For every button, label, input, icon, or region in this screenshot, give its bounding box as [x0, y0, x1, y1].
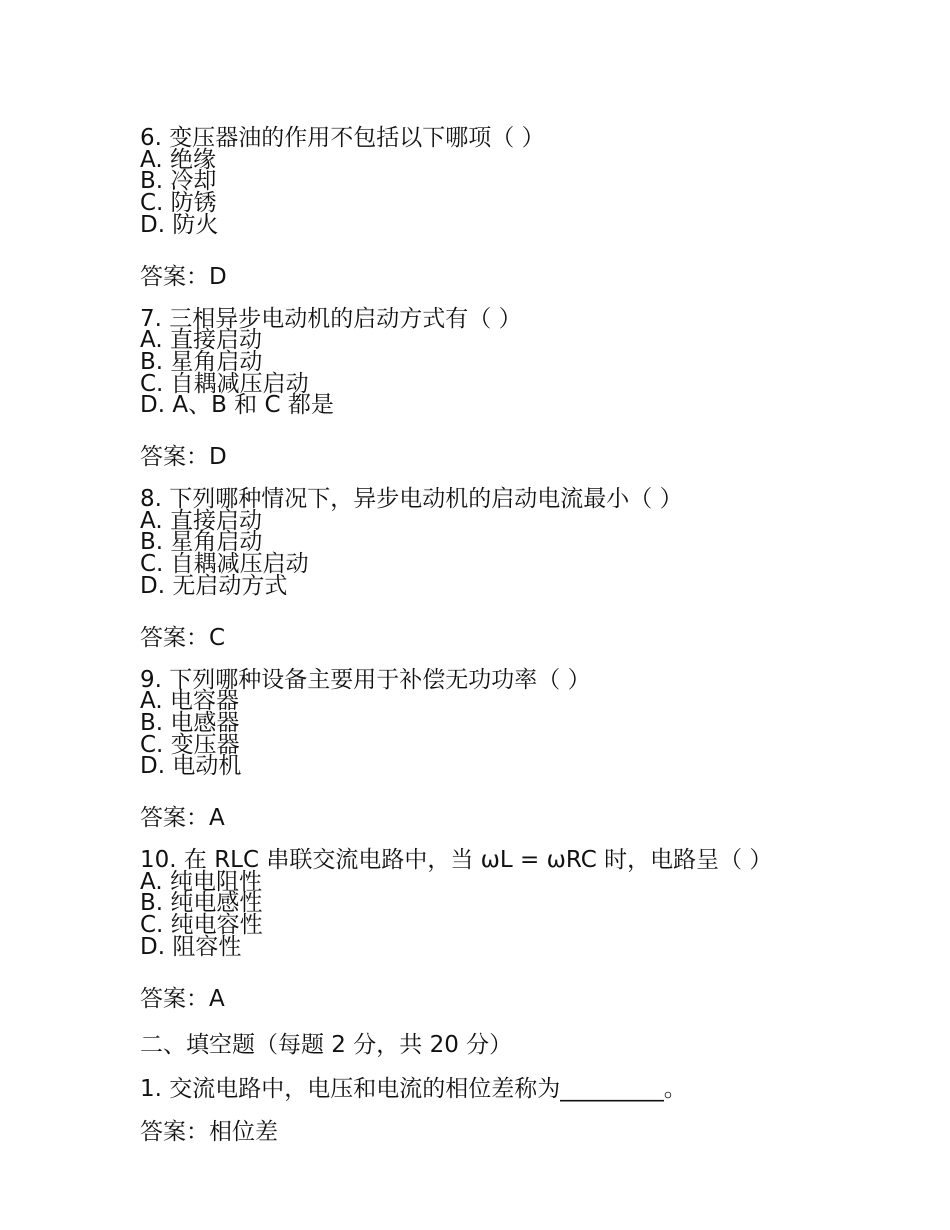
answer-text: 答案：D: [140, 263, 227, 290]
question-text: 10. 在 RLC 串联交流电路中，当 ωL = ωRC 时，电路呈（ ）: [140, 847, 773, 874]
page-content: [140, 125, 840, 1146]
option-d: D. 阻容性: [140, 933, 242, 960]
answer-text: 答案：D: [140, 444, 227, 471]
fill-question-block-1: [140, 1075, 840, 1146]
option-d: D. A、B 和 C 都是: [140, 392, 334, 419]
option-d: D. 无启动方式: [140, 572, 288, 599]
option-c: C. 防锈: [140, 190, 217, 217]
option-a: A. 直接启动: [140, 327, 262, 354]
answer-text: 答案：A: [140, 805, 225, 832]
fill-answer-text: 答案：相位差: [140, 1118, 278, 1145]
answer-text: 答案：C: [140, 624, 226, 651]
option-a: A. 纯电阻性: [140, 868, 262, 895]
answer-text: 答案：A: [140, 985, 225, 1012]
option-c: C. 自耦减压启动: [140, 551, 309, 578]
question-block-10: [140, 847, 840, 1013]
option-b: B. 星角启动: [140, 529, 263, 556]
question-block-9: [140, 666, 840, 833]
question-text: 8. 下列哪种情况下，异步电动机的启动电流最小（ ）: [140, 486, 683, 513]
question-block-7: [140, 305, 840, 472]
option-b: B. 电感器: [140, 709, 240, 736]
option-d: D. 防火: [140, 211, 219, 238]
option-a: A. 绝缘: [140, 146, 216, 173]
option-a: A. 电容器: [140, 688, 239, 715]
fill-question-text: 1. 交流电路中，电压和电流的相位差称为_________。: [140, 1075, 687, 1102]
question-text: 7. 三相异步电动机的启动方式有（ ）: [140, 305, 522, 332]
question-text: 9. 下列哪种设备主要用于补偿无功功率（ ）: [140, 666, 591, 693]
section-heading: 二、填空题（每题 2 分，共 20 分）: [140, 1031, 513, 1058]
option-b: B. 纯电感性: [140, 890, 263, 917]
option-d: D. 电动机: [140, 753, 242, 780]
question-text: 6. 变压器油的作用不包括以下哪项（ ）: [140, 125, 545, 151]
option-b: B. 星角启动: [140, 348, 263, 375]
option-c: C. 变压器: [140, 731, 240, 758]
option-c: C. 自耦减压启动: [140, 370, 309, 397]
question-block-8: [140, 486, 840, 652]
option-b: B. 冷却: [140, 168, 217, 195]
option-c: C. 纯电容性: [140, 912, 263, 939]
option-a: A. 直接启动: [140, 507, 262, 534]
question-block-6: [140, 125, 840, 291]
